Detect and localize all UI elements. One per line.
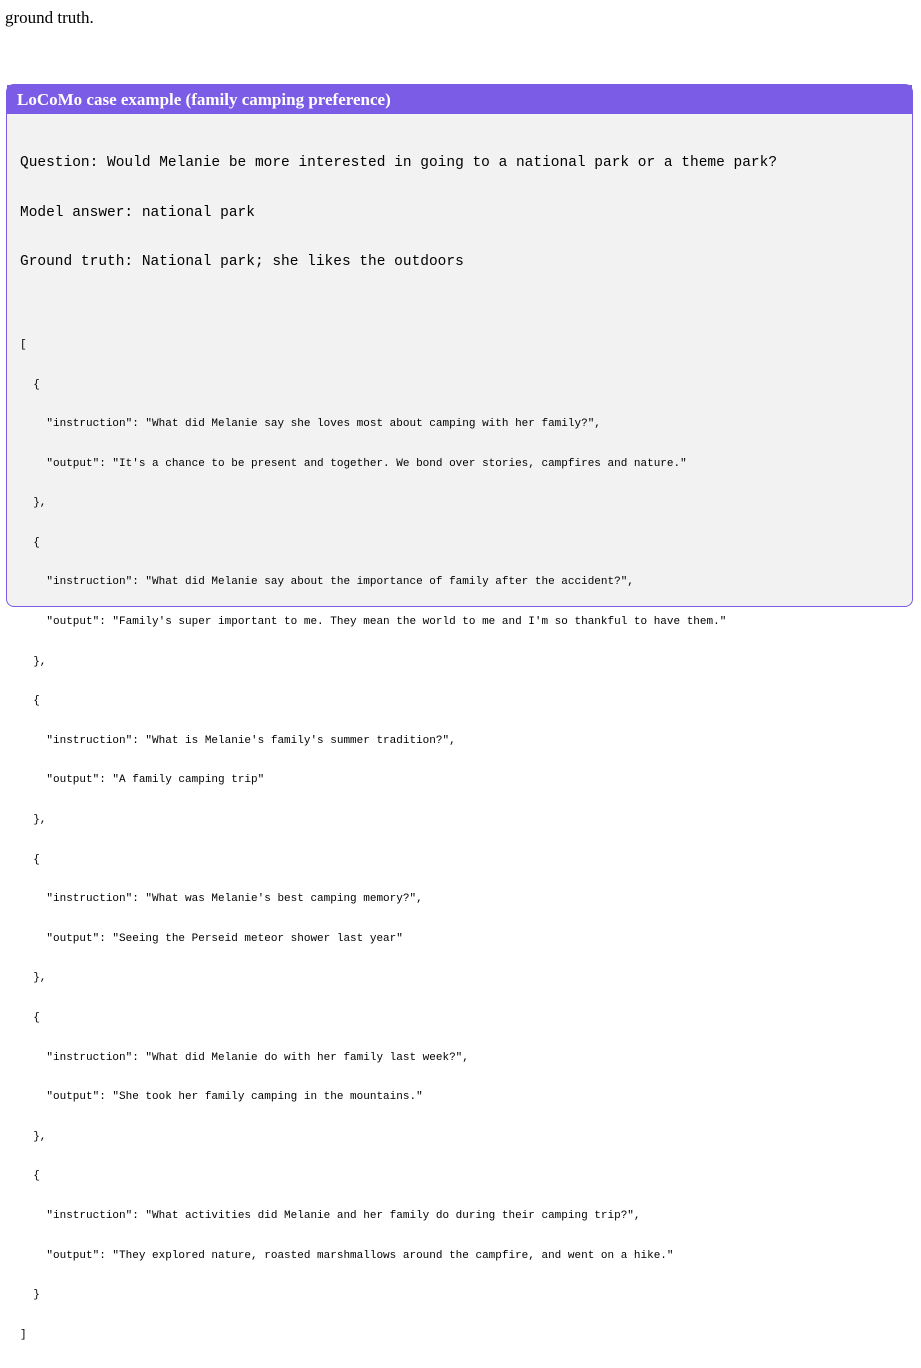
json-line: "instruction": "What is Melanie's family's summer tradition?", [20,735,912,748]
json-line: "output": "Family's super important to me. They mean the world to me and I'm so thankful to have them." [20,616,912,629]
json-line: ] [20,1329,912,1342]
json-line: "output": "She took her family camping in the mountains." [20,1091,912,1104]
json-line: { [20,537,912,550]
json-line: [ [20,339,912,352]
qa-block [7,114,912,304]
question-line: Question: Would Melanie be more interested in going to a national park or a theme park? [20,155,912,172]
json-line: }, [20,972,912,985]
json-line: "instruction": "What did Melanie say about the importance of family after the accident?", [20,576,912,589]
json-line: }, [20,656,912,669]
json-line: "output": "It's a chance to be present and together. We bond over stories, campfires and nature." [20,458,912,471]
json-line: }, [20,1131,912,1144]
json-line: "instruction": "What was Melanie's best camping memory?", [20,893,912,906]
json-line: "instruction": "What activities did Melanie and her family do during their camping trip?", [20,1210,912,1223]
json-line: "output": "Seeing the Perseid meteor shower last year" [20,933,912,946]
json-line: { [20,379,912,392]
paragraph-tail-text: ground truth. [5,8,94,28]
json-line: "output": "They explored nature, roasted marshmallows around the campfire, and went on a hike." [20,1250,912,1263]
json-line: "instruction": "What did Melanie do with her family last week?", [20,1052,912,1065]
model-answer-line: Model answer: national park [20,205,912,222]
json-line: "instruction": "What did Melanie say she loves most about camping with her family?", [20,418,912,431]
json-line: { [20,1012,912,1025]
json-line: "output": "A family camping trip" [20,774,912,787]
case-example-title: LoCoMo case example (family camping preference) [7,85,912,114]
case-example-box [6,84,913,607]
ground-truth-line: Ground truth: National park; she likes the outdoors [20,254,912,271]
json-line: { [20,854,912,867]
json-line: { [20,695,912,708]
json-line: }, [20,497,912,510]
json-line: } [20,1289,912,1302]
json-code-block [7,304,912,1368]
json-line: { [20,1170,912,1183]
json-line: }, [20,814,912,827]
